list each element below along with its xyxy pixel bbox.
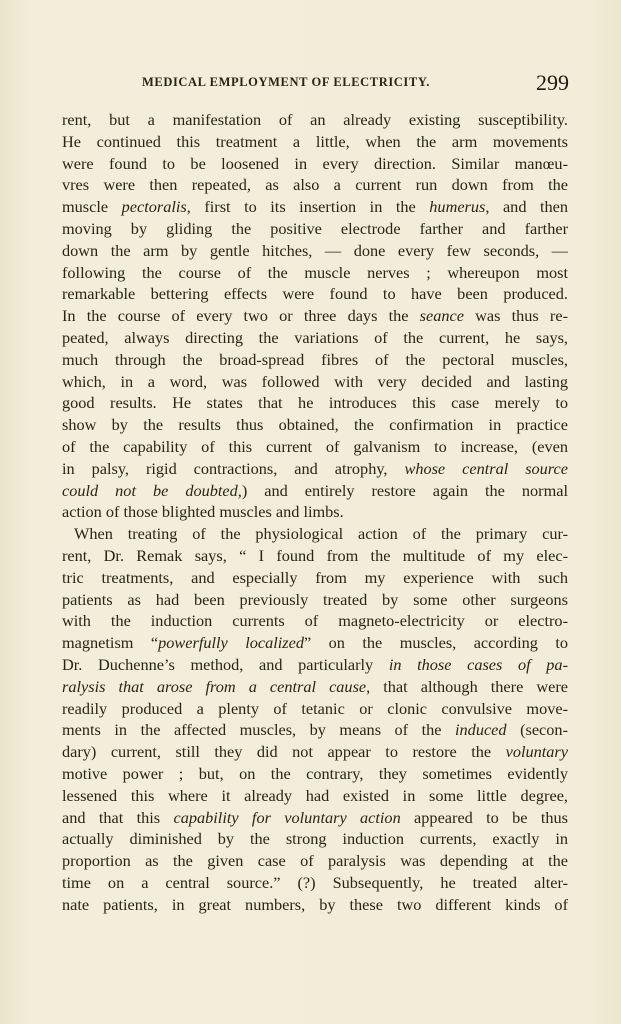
- body-text: [62, 109, 568, 915]
- italic-text: seance: [419, 306, 464, 326]
- text-line: magnetism “powerfully localized” on the muscles, according to: [62, 633, 568, 653]
- italic-text: humerus: [429, 197, 486, 217]
- text-line: could not be doubted,) and entirely restore again the normal: [62, 480, 568, 500]
- text-line: time on a central source.” (?) Subsequently, he treated alter-: [62, 872, 568, 892]
- running-head: MEDICAL EMPLOYMENT OF ELECTRICITY.: [142, 75, 431, 89]
- text-line: good results. He states that he introduces this case merely to: [62, 393, 568, 413]
- text-line: proportion as the given case of paralysis was depending at the: [62, 851, 568, 871]
- text-line: ments in the affected muscles, by means of the induced (secon-: [62, 720, 568, 740]
- text-line: much through the broad-spread fibres of the pectoral muscles,: [62, 349, 568, 369]
- text-line: with the induction currents of magneto-electricity or electro-: [62, 611, 568, 631]
- italic-text: capability for voluntary action: [173, 807, 401, 827]
- italic-text: pectoralis: [121, 197, 187, 217]
- text-line: ralysis that arose from a central cause, that although there were: [62, 676, 568, 696]
- text-line: muscle pectoralis, first to its insertion in the humerus, and then: [62, 197, 568, 217]
- text-line: moving by gliding the positive electrode farther and farther: [62, 218, 568, 238]
- text-line: He continued this treatment a little, when the arm movements: [62, 131, 568, 151]
- text-line: When treating of the physiological action of the primary cur-: [74, 524, 568, 544]
- text-line: patients as had been previously treated by some other surgeons: [62, 589, 568, 609]
- italic-text: could not be doubted,: [62, 480, 242, 500]
- text-line: show by the results thus obtained, the confirmation in practice: [62, 415, 568, 435]
- text-line: vres were then repeated, as also a current run down from the: [62, 175, 568, 195]
- text-line: were found to be loosened in every direction. Similar manœu-: [62, 153, 568, 173]
- text-line: following the course of the muscle nerves ; whereupon most: [62, 262, 568, 282]
- text-line: peated, always directing the variations of the current, he says,: [62, 327, 568, 347]
- text-line: action of those blighted muscles and limbs.: [62, 502, 344, 522]
- text-line: of the capability of this current of galvanism to increase, (even: [62, 436, 568, 456]
- text-line: actually diminished by the strong induction currents, exactly in: [62, 829, 568, 849]
- italic-text: in those cases of pa-: [388, 654, 568, 674]
- text-line: rent, but a manifestation of an already existing susceptibility.: [62, 110, 568, 129]
- text-line: which, in a word, was followed with very decided and lasting: [62, 371, 568, 391]
- text-line: down the arm by gentle hitches, — done every few seconds, —: [62, 240, 568, 260]
- text-line: In the course of every two or three days the seance was thus re-: [62, 306, 568, 326]
- paragraph: [62, 109, 568, 523]
- text-line: motive power ; but, on the contrary, they sometimes evidently: [62, 763, 568, 783]
- italic-text: ralysis that arose from a central cause: [62, 676, 367, 696]
- text-line: readily produced a plenty of tetanic or clonic convulsive move-: [62, 698, 568, 718]
- text-line: tric treatments, and especially from my experience with such: [62, 567, 568, 587]
- italic-text: induced: [455, 720, 507, 740]
- text-line: lessened this where it already had existed in some little degree,: [62, 785, 568, 805]
- text-line: nate patients, in great numbers, by these two different kinds of: [62, 894, 568, 914]
- italic-text: powerfully localized: [158, 633, 304, 653]
- italic-text: voluntary: [505, 742, 568, 762]
- italic-text: whose central source: [404, 458, 568, 478]
- text-line: dary) current, still they did not appear to restore the voluntary: [62, 742, 568, 762]
- text-line: rent, Dr. Remak says, “ I found from the multitude of my elec-: [62, 545, 568, 565]
- page-number: 299: [536, 70, 569, 95]
- text-line: remarkable bettering effects were found to have been produced.: [62, 284, 568, 304]
- text-line: and that this capability for voluntary action appeared to be thus: [62, 807, 568, 827]
- page-header: [62, 70, 569, 94]
- text-line: Dr. Duchenne’s method, and particularly in those cases of pa-: [62, 654, 568, 674]
- text-line: in palsy, rigid contractions, and atrophy, whose central source: [62, 458, 568, 478]
- paragraph: [62, 523, 568, 915]
